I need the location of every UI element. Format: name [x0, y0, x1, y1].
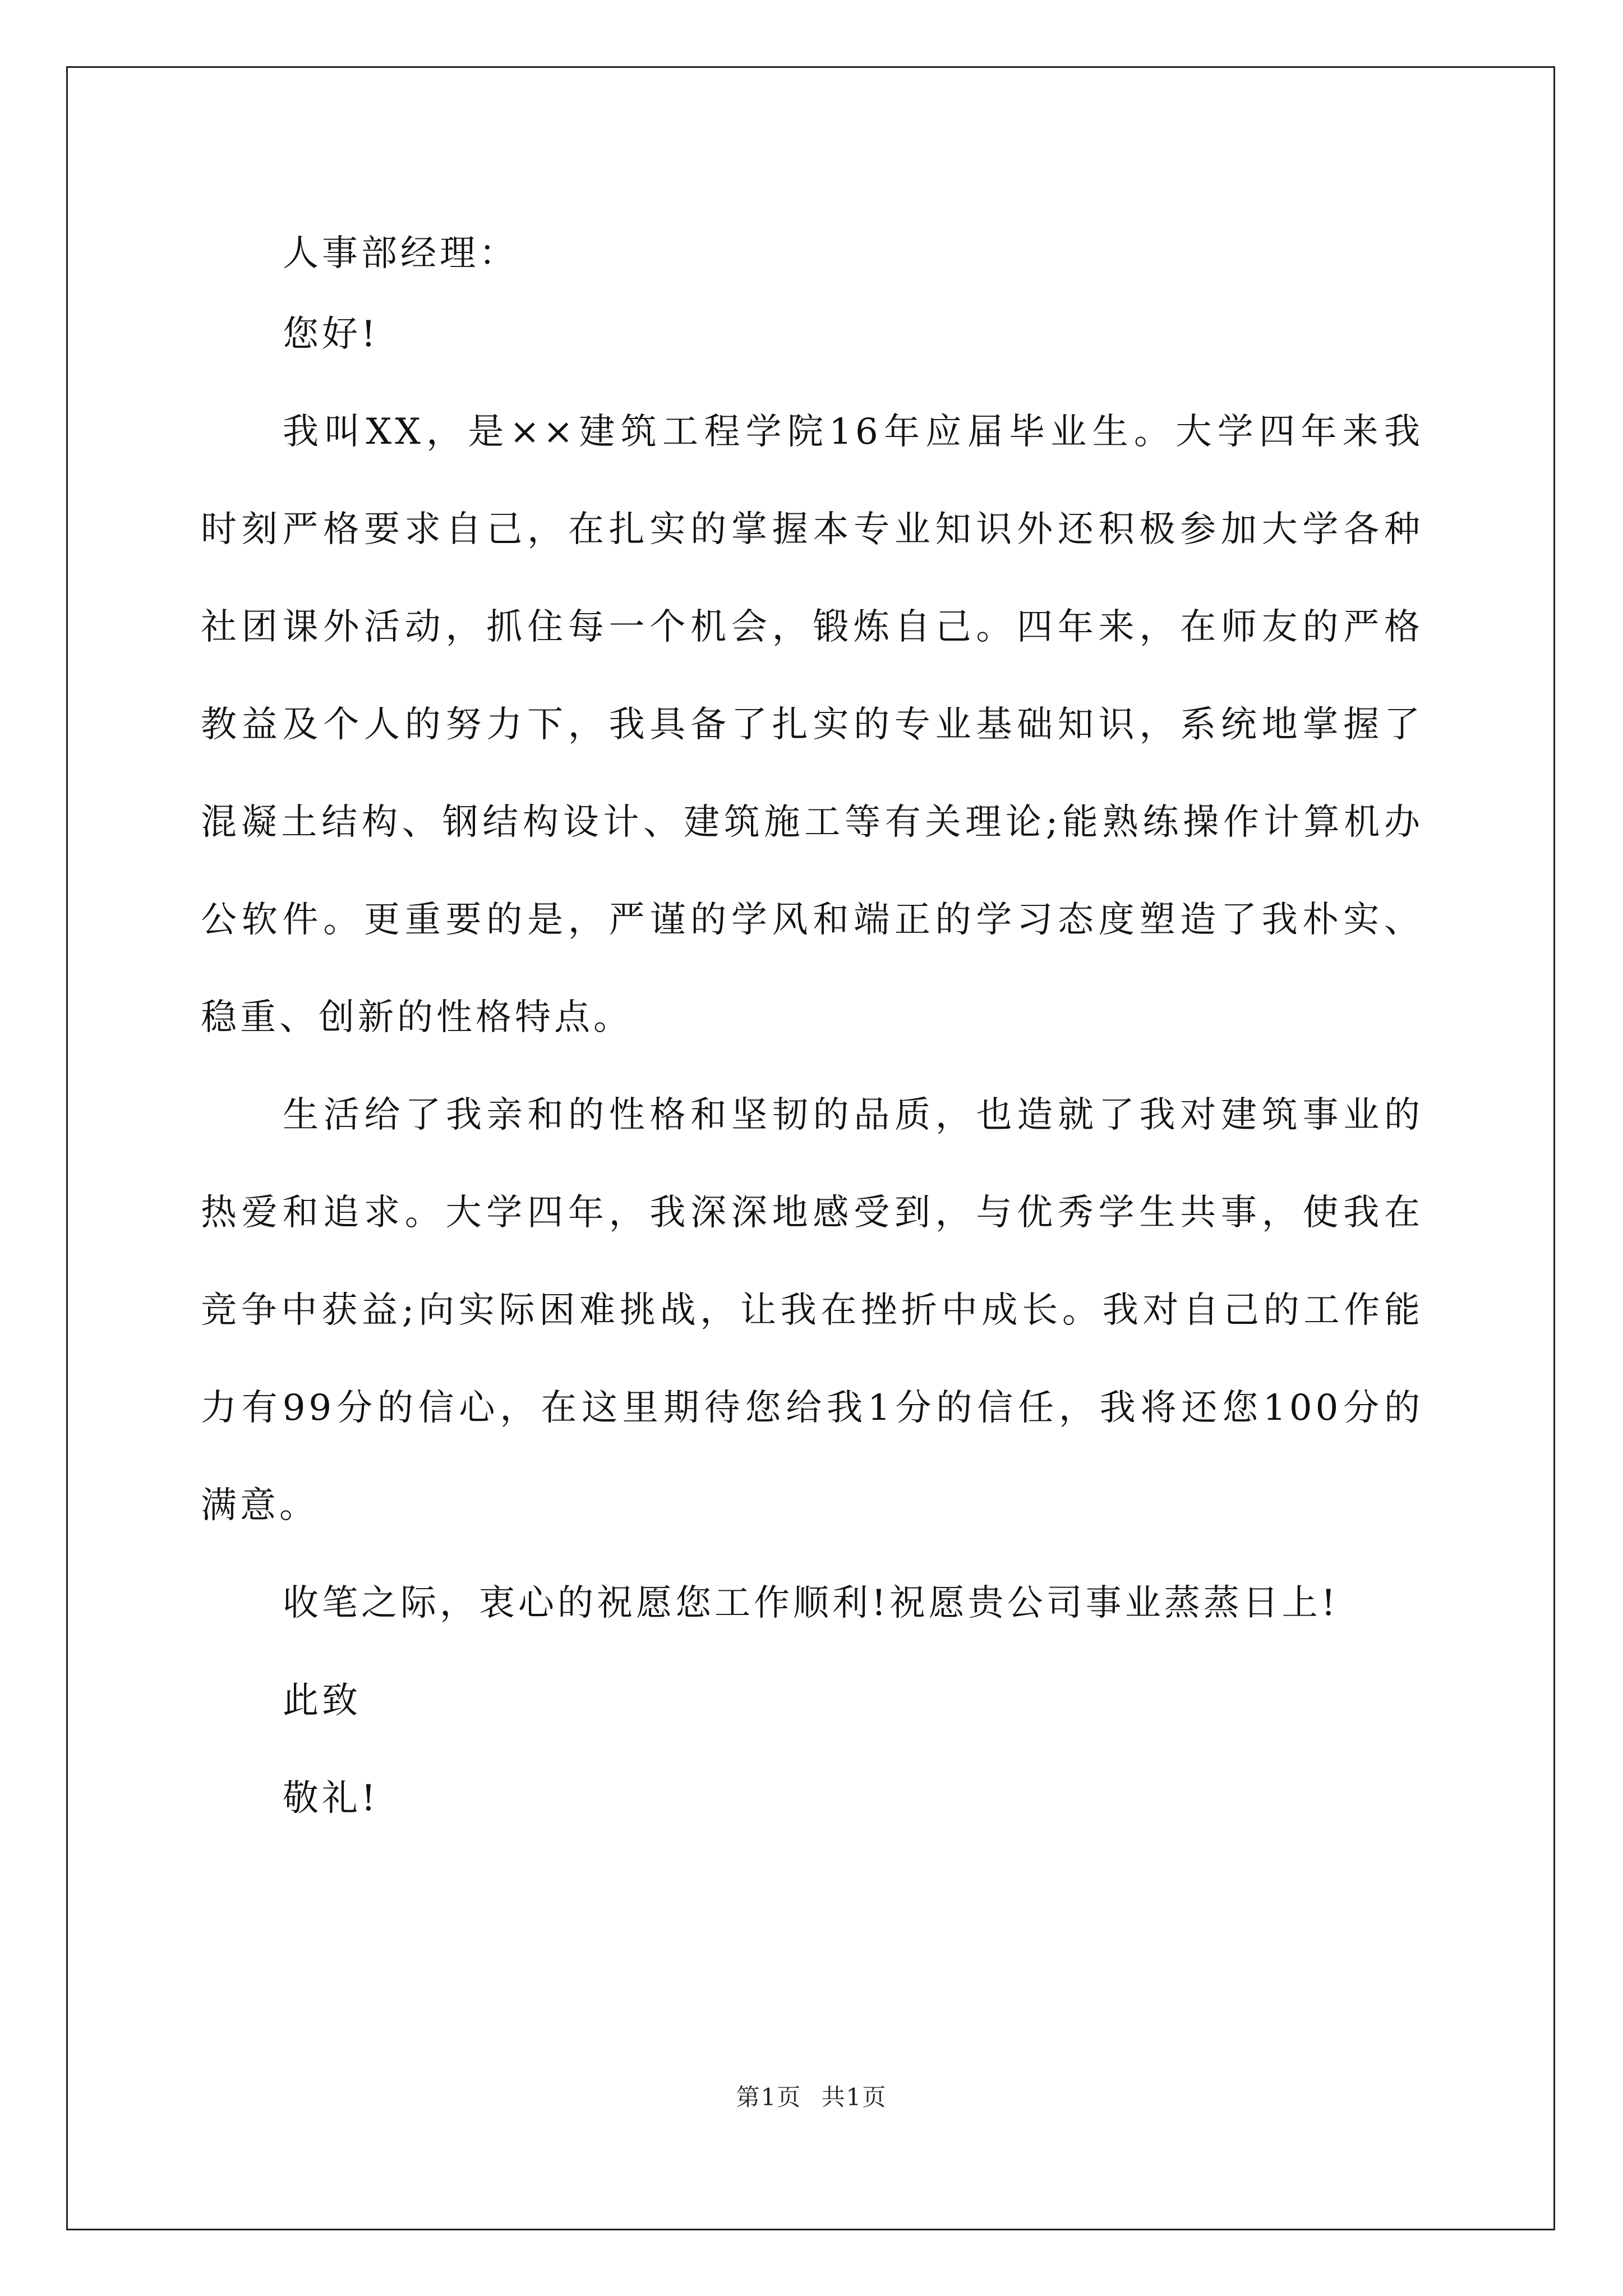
paragraph-2-line: 热爱和追求。大学四年，我深深地感受到，与优秀学生共事，使我在	[201, 1192, 1423, 1234]
page-total: 共1页	[821, 2083, 887, 2111]
closing-1: 此致	[283, 1680, 361, 1722]
greeting: 您好!	[283, 314, 379, 355]
paragraph-1-line: 公软件。更重要的是，严谨的学风和端正的学习态度塑造了我朴实、	[201, 899, 1423, 941]
paragraph-1-line: 社团课外活动，抓住每一个机会，锻炼自己。四年来，在师友的严格	[201, 606, 1423, 648]
closing-wish: 收笔之际，衷心的祝愿您工作顺利!祝愿贵公司事业蒸蒸日上!	[283, 1582, 1339, 1624]
page-footer	[0, 2079, 1623, 2113]
salutation: 人事部经理：	[283, 233, 518, 274]
paragraph-2-line: 竞争中获益;向实际困难挑战，让我在挫折中成长。我对自己的工作能	[201, 1290, 1423, 1331]
paragraph-2-line: 满意。	[201, 1485, 319, 1526]
paragraph-2-line: 力有99分的信心，在这里期待您给我1分的信任，我将还您100分的	[201, 1387, 1423, 1429]
paragraph-1-line: 稳重、创新的性格特点。	[201, 997, 633, 1038]
letter-body	[201, 222, 1423, 1847]
paragraph-1-line: 教益及个人的努力下，我具备了扎实的专业基础知识，系统地掌握了	[201, 704, 1423, 746]
paragraph-1-line: 时刻严格要求自己，在扎实的掌握本专业知识外还积极参加大学各种	[201, 509, 1423, 550]
paragraph-2-line: 生活给了我亲和的性格和坚韧的品质，也造就了我对建筑事业的	[283, 1094, 1423, 1136]
paragraph-1-line: 混凝土结构、钢结构设计、建筑施工等有关理论;能熟练操作计算机办	[201, 802, 1423, 843]
page-current: 第1页	[736, 2083, 802, 2111]
paragraph-1-line: 我叫XX，是××建筑工程学院16年应届毕业生。大学四年来我	[283, 411, 1423, 453]
closing-2: 敬礼!	[283, 1778, 379, 1819]
